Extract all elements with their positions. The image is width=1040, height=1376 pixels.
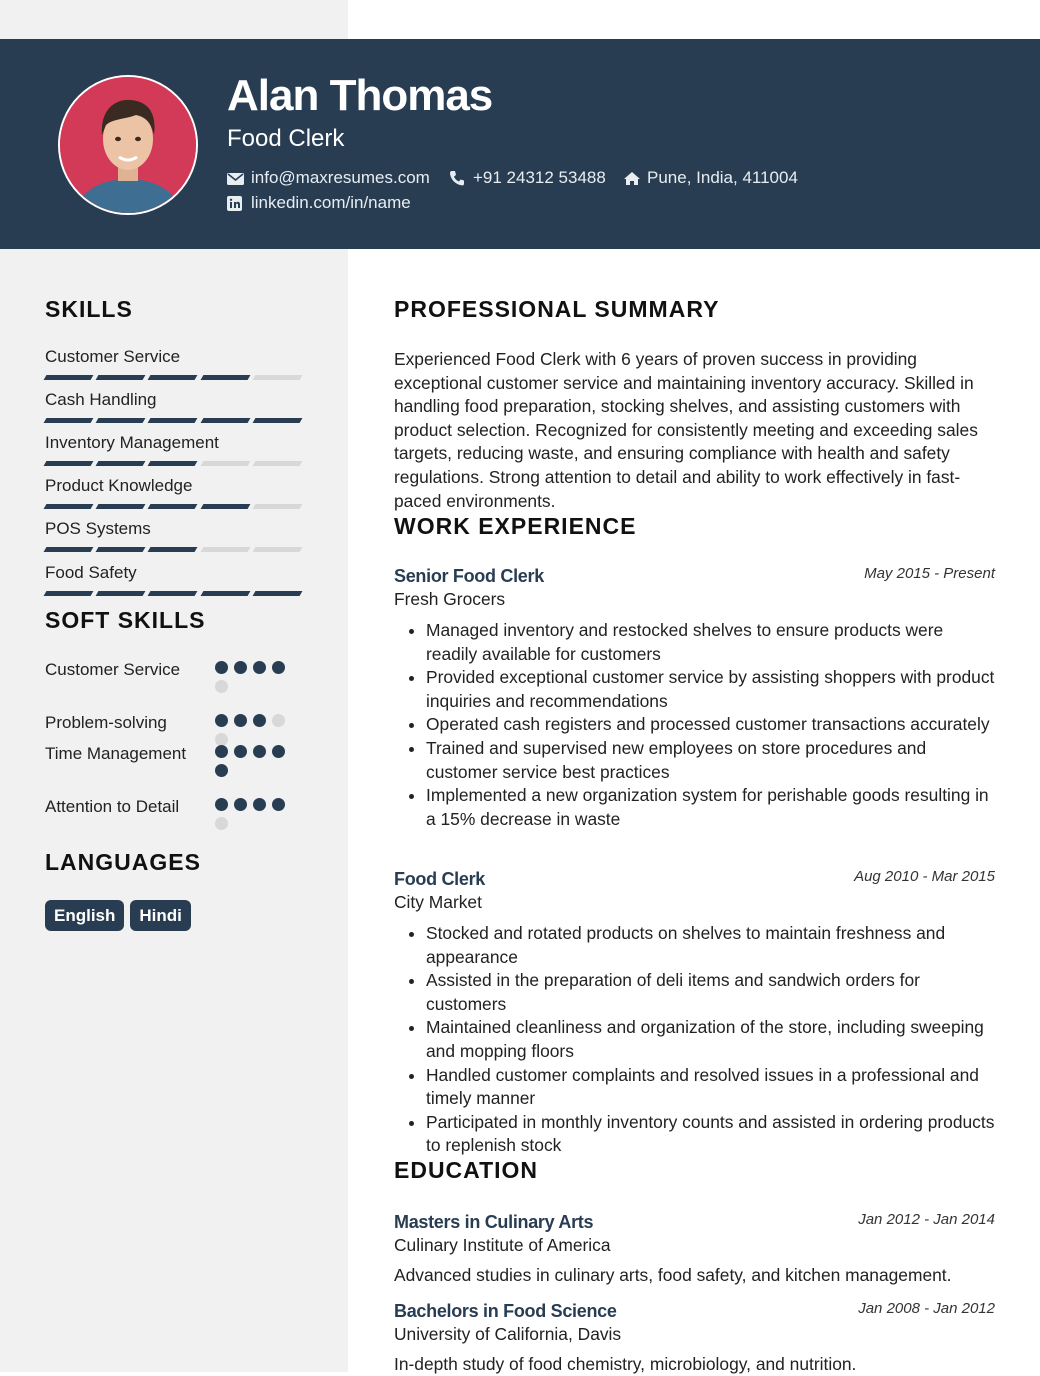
skill-level-segment — [252, 418, 302, 423]
skill-level-segment — [44, 418, 94, 423]
rating-dot — [215, 817, 228, 830]
education-heading: EDUCATION — [394, 1157, 539, 1183]
skill-level-segment — [96, 461, 146, 466]
job-bullet: • Maintained cleanliness and organization of the store, including sweeping and mopping floors — [426, 1016, 995, 1063]
skill-level-bar — [45, 375, 301, 380]
skill-level-bar — [45, 591, 301, 596]
skill-item — [45, 519, 301, 552]
phone-text: +91 24312 53488 — [473, 168, 606, 187]
skill-level-segment — [200, 418, 250, 423]
rating-dot — [234, 714, 247, 727]
avatar-portrait-icon — [60, 77, 196, 213]
job-role: Senior Food Clerk — [394, 566, 544, 586]
language-badge: Hindi — [130, 900, 191, 931]
education-entry — [394, 1211, 995, 1287]
rating-dot — [253, 661, 266, 674]
job-entry — [394, 868, 995, 1158]
skill-label: Food Safety — [45, 563, 137, 582]
job-bullet: • Handled customer complaints and resolved issues in a professional and timely manner — [426, 1064, 995, 1111]
skill-level-segment — [96, 591, 146, 596]
degree: Bachelors in Food Science — [394, 1301, 617, 1321]
skill-level-segment — [96, 547, 146, 552]
education-date: Jan 2012 - Jan 2014 — [858, 1211, 995, 1228]
skill-level-segment — [200, 375, 250, 380]
education-entry — [394, 1300, 995, 1376]
rating-dot — [234, 661, 247, 674]
skill-level-segment — [96, 375, 146, 380]
job-bullet: • Provided exceptional customer service by assisting shoppers with product inquiries and recommendations — [426, 666, 995, 713]
skill-level-segment — [148, 418, 198, 423]
skill-level-segment — [252, 504, 302, 509]
skill-item — [45, 563, 301, 596]
rating-dot — [272, 661, 285, 674]
soft-skill-rating — [215, 798, 293, 830]
rating-dot — [272, 798, 285, 811]
soft-skills-heading: SOFT SKILLS — [45, 607, 206, 633]
school: University of California, Davis — [394, 1324, 622, 1344]
job-entry — [394, 565, 995, 831]
skill-item — [45, 390, 301, 423]
work-heading: WORK EXPERIENCE — [394, 513, 637, 539]
skill-level-segment — [44, 547, 94, 552]
skill-level-segment — [44, 504, 94, 509]
location-text: Pune, India, 411004 — [647, 168, 798, 187]
job-bullet: • Stocked and rotated products on shelves to maintain freshness and appearance — [426, 922, 995, 969]
skill-level-segment — [148, 375, 198, 380]
rating-dot — [215, 661, 228, 674]
envelope-icon — [227, 170, 245, 186]
avatar — [58, 75, 198, 215]
linkedin-icon — [227, 195, 245, 211]
skill-label: Inventory Management — [45, 433, 219, 452]
skill-level-segment — [148, 504, 198, 509]
education-description: In-depth study of food chemistry, microbiology, and nutrition. — [394, 1354, 857, 1374]
job-company: City Market — [394, 892, 482, 912]
skill-level-segment — [200, 591, 250, 596]
languages-list — [45, 900, 191, 931]
linkedin-text: linkedin.com/in/name — [251, 193, 411, 212]
soft-skill-rating — [215, 745, 293, 777]
job-bullet: • Participated in monthly inventory counts and assisted in ordering products to replenish stock — [426, 1111, 995, 1158]
soft-skill-item — [45, 795, 305, 819]
skill-level-bar — [45, 504, 301, 509]
candidate-name: Alan Thomas — [227, 71, 493, 120]
rating-dot — [215, 680, 228, 693]
soft-skill-label: Problem-solving — [45, 713, 167, 732]
rating-dot — [234, 798, 247, 811]
rating-dot — [234, 745, 247, 758]
job-bullets — [394, 922, 995, 1158]
rating-dot — [215, 798, 228, 811]
skill-level-segment — [44, 375, 94, 380]
skill-level-segment — [44, 461, 94, 466]
soft-skill-rating — [215, 661, 293, 693]
job-date: May 2015 - Present — [864, 565, 995, 582]
skill-level-segment — [96, 504, 146, 509]
skill-level-segment — [252, 375, 302, 380]
skill-level-segment — [44, 591, 94, 596]
rating-dot — [215, 745, 228, 758]
skill-level-segment — [148, 591, 198, 596]
soft-skill-item — [45, 658, 305, 682]
skill-label: Customer Service — [45, 347, 181, 366]
skill-level-segment — [148, 461, 198, 466]
soft-skill-label: Customer Service — [45, 660, 181, 679]
soft-skill-item — [45, 742, 305, 766]
rating-dot — [253, 714, 266, 727]
rating-dot — [215, 714, 228, 727]
job-bullet: • Operated cash registers and processed customer transactions accurately — [426, 713, 995, 737]
email-text: info@maxresumes.com — [251, 168, 430, 187]
rating-dot — [253, 798, 266, 811]
skill-level-segment — [200, 504, 250, 509]
skills-heading: SKILLS — [45, 296, 133, 322]
job-bullet: • Implemented a new organization system for perishable goods resulting in a 15% decrease in waste — [426, 784, 995, 831]
skill-level-segment — [252, 461, 302, 466]
skill-level-segment — [252, 591, 302, 596]
resume-header — [0, 39, 1040, 249]
job-bullet: • Trained and supervised new employees on store procedures and customer service best practices — [426, 737, 995, 784]
job-bullet: • Assisted in the preparation of deli items and sandwich orders for customers — [426, 969, 995, 1016]
skill-level-segment — [200, 547, 250, 552]
rating-dot — [253, 745, 266, 758]
rating-dot — [272, 714, 285, 727]
summary-text: Experienced Food Clerk with 6 years of proven success in providing exceptional customer service and maintaining inventory accuracy. Skilled in handling food preparation, stocking shelves, and assisting customers with product selection. Recognized for consistently meeting and exceeding sales targets, reducing waste, and ensuring compliance with health and safety regulations. Strong attention to detail and ability to work effectively in fast-paced environments. — [394, 349, 978, 511]
skill-label: POS Systems — [45, 519, 151, 538]
job-company: Fresh Grocers — [394, 589, 506, 609]
home-icon — [623, 170, 641, 186]
skill-item — [45, 476, 301, 509]
skill-item — [45, 347, 301, 380]
job-bullet: • Managed inventory and restocked shelves to ensure products were readily available for customers — [426, 619, 995, 666]
soft-skill-label: Time Management — [45, 744, 187, 763]
phone-icon — [449, 170, 467, 186]
soft-skill-label: Attention to Detail — [45, 797, 180, 816]
contact-linkedin[interactable] — [227, 192, 411, 214]
education-date: Jan 2008 - Jan 2012 — [858, 1300, 995, 1317]
skill-item — [45, 433, 301, 466]
language-badge: English — [45, 900, 124, 931]
degree: Masters in Culinary Arts — [394, 1212, 594, 1232]
languages-heading: LANGUAGES — [45, 849, 201, 875]
rating-dot — [215, 764, 228, 777]
rating-dot — [272, 745, 285, 758]
skill-label: Product Knowledge — [45, 476, 193, 495]
contact-location — [623, 167, 798, 189]
skill-level-segment — [252, 547, 302, 552]
candidate-title: Food Clerk — [227, 125, 345, 152]
job-role: Food Clerk — [394, 869, 486, 889]
skill-level-bar — [45, 418, 301, 423]
skill-level-segment — [96, 418, 146, 423]
job-date: Aug 2010 - Mar 2015 — [854, 868, 995, 885]
skill-label: Cash Handling — [45, 390, 157, 409]
education-description: Advanced studies in culinary arts, food safety, and kitchen management. — [394, 1265, 952, 1285]
school: Culinary Institute of America — [394, 1235, 611, 1255]
contact-phone[interactable] — [449, 167, 606, 189]
soft-skill-item — [45, 711, 305, 735]
skill-level-bar — [45, 461, 301, 466]
skill-level-bar — [45, 547, 301, 552]
summary-heading: PROFESSIONAL SUMMARY — [394, 296, 720, 322]
contact-email[interactable] — [227, 167, 430, 189]
job-bullets — [394, 619, 995, 831]
skill-level-segment — [148, 547, 198, 552]
skill-level-segment — [200, 461, 250, 466]
